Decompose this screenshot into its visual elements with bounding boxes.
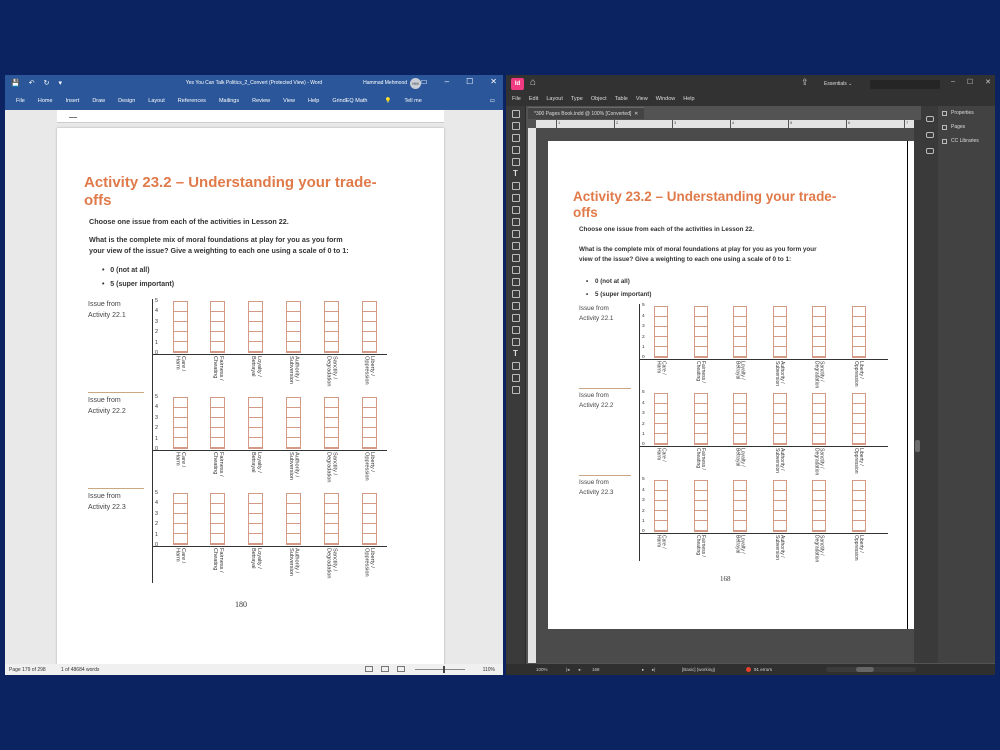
maximize-icon[interactable]: ☐ [966, 79, 974, 86]
page-tool-icon[interactable] [512, 134, 520, 142]
undo-icon[interactable]: ↶ [28, 80, 35, 87]
rating-column[interactable] [362, 301, 377, 353]
rating-column[interactable] [812, 480, 826, 532]
page-nav-last-icon[interactable]: ▸| [652, 667, 656, 672]
hand-tool-icon[interactable] [512, 314, 520, 322]
scale-tick-label: 5 [642, 477, 645, 483]
issue-activity: Activity 22.3 [88, 504, 126, 512]
rating-column[interactable] [773, 393, 787, 445]
free-transform-tool-icon[interactable] [512, 254, 520, 262]
foundation-label: Sanctity / Degradation [813, 448, 825, 476]
menu-view[interactable]: View [635, 96, 648, 102]
note-tool-icon[interactable] [512, 290, 520, 298]
minimize-icon[interactable]: – [444, 77, 450, 86]
rating-column[interactable] [286, 301, 301, 353]
foundation-label: Authority / Subversion [773, 448, 785, 474]
foundation-label: Care / Harm [174, 452, 187, 468]
question-line-1: What is the complete mix of moral foundations at play for you as you form your [579, 246, 817, 253]
zoom-slider-handle[interactable] [443, 666, 445, 673]
foundation-label: Fairness / Cheating [694, 361, 706, 383]
issue-line-1: Issue from [579, 305, 609, 312]
foundation-label: Loyalty / Betrayal [734, 535, 746, 554]
scale-tick-label: 1 [642, 431, 645, 437]
rating-column[interactable] [173, 301, 188, 353]
comment-icon[interactable]: ▭ [489, 98, 495, 104]
word-page[interactable] [57, 128, 444, 664]
word-status-bar [5, 664, 503, 675]
save-icon[interactable]: 💾 [11, 80, 20, 87]
scale-tick-label: 4 [155, 500, 158, 507]
rating-column[interactable] [210, 493, 225, 545]
rating-column[interactable] [362, 397, 377, 449]
pencil-tool-icon[interactable] [512, 206, 520, 214]
foundation-label: Care / Harm [655, 535, 667, 549]
issue-activity: Activity 22.1 [579, 315, 614, 323]
issue-activity: Activity 22.2 [88, 408, 126, 416]
issue-label [88, 491, 126, 513]
window-controls [951, 78, 991, 86]
foundation-label: Authority / Subversion [773, 535, 785, 561]
foundation-label: Sanctity / Degradation [325, 548, 338, 579]
rating-column[interactable] [812, 393, 826, 445]
rating-column[interactable] [324, 493, 339, 545]
foundation-label: Loyalty / Betrayal [734, 448, 746, 467]
horizontal-scrollbar-thumb[interactable] [856, 667, 874, 672]
foundation-label: Authority / Subversion [287, 548, 300, 576]
scale-tick-label: 1 [155, 435, 158, 442]
gradient-tool-icon[interactable] [512, 266, 520, 274]
rating-column[interactable] [324, 397, 339, 449]
rating-column[interactable] [733, 480, 747, 532]
rating-column[interactable] [286, 397, 301, 449]
foundation-label: Fairness / Cheating [212, 548, 225, 573]
issue-line-1: Issue from [88, 493, 121, 500]
bullet-0: • 0 (not at all) [586, 278, 630, 285]
tab-grindeq-math[interactable]: GrindEQ Math [332, 98, 368, 104]
page-nav-next-icon[interactable]: ▸ [642, 667, 645, 672]
foundation-label: Fairness / Cheating [694, 448, 706, 470]
issue-label [579, 478, 613, 499]
issue-activity: Activity 22.3 [579, 489, 614, 497]
rating-column[interactable] [733, 306, 747, 358]
scale-tick-label: 5 [642, 390, 645, 396]
y-axis [639, 391, 640, 478]
y-axis [152, 299, 153, 395]
search-input[interactable] [870, 80, 940, 89]
tab-file[interactable]: File [16, 98, 25, 104]
rating-column[interactable] [362, 493, 377, 545]
rectangle-frame-tool-icon[interactable] [512, 218, 520, 226]
activity-title: Activity 23.2 – Understanding your trade- [573, 189, 837, 204]
tab-layout[interactable]: Layout [148, 98, 165, 104]
print-layout-icon[interactable] [381, 666, 389, 672]
tab-insert[interactable]: Insert [65, 98, 80, 104]
cc-libraries-panel-icon[interactable] [926, 148, 934, 154]
indesign-title-bar [506, 75, 995, 92]
scale-tick-label: 3 [155, 414, 158, 421]
foundation-label: Fairness / Cheating [212, 356, 225, 381]
foundation-label: Liberty / Oppression [363, 356, 376, 385]
window-controls [420, 77, 497, 86]
menu-object[interactable]: Object [590, 96, 607, 102]
scale-tick-label: 2 [155, 329, 158, 336]
panel-properties[interactable]: Properties [938, 106, 995, 120]
screen-mode-icon[interactable] [512, 386, 520, 394]
line-tool-icon[interactable] [512, 182, 520, 190]
scale-tick-label: 0 [642, 529, 645, 535]
indesign-logo: Id [511, 78, 524, 90]
indesign-page[interactable] [548, 141, 914, 629]
issue-label [579, 304, 613, 325]
close-icon[interactable]: ✕ [490, 77, 497, 86]
issue-separator [88, 488, 144, 489]
scale-tick-label: 2 [642, 334, 645, 340]
zoom-tool-icon[interactable] [512, 326, 520, 334]
indesign-status-bar [506, 664, 995, 675]
rating-column[interactable] [852, 393, 866, 445]
zoom-slider[interactable] [415, 669, 465, 670]
menu-type[interactable]: Type [570, 96, 583, 102]
scale-tick-label: 5 [155, 490, 158, 496]
scale-tick-label: 4 [642, 400, 645, 406]
tab-home[interactable]: Home [37, 98, 53, 104]
zoom-level[interactable]: 100% [536, 667, 548, 672]
panel-dock [938, 106, 995, 663]
page-nav-first-icon[interactable]: |◂ [566, 667, 570, 672]
document-tab[interactable]: *300 Pages Book.indd @ 100% [Converted] ✕ [528, 107, 644, 119]
rating-column[interactable] [210, 397, 225, 449]
foundation-label: Loyalty / Betrayal [249, 356, 262, 377]
foundation-label: Sanctity / Degradation [813, 535, 825, 563]
rating-column[interactable] [173, 397, 188, 449]
tab-view[interactable]: View [283, 98, 295, 104]
eyedropper-tool-icon[interactable] [512, 302, 520, 310]
selection-tool-icon[interactable] [512, 110, 520, 118]
issue-line-1: Issue from [579, 392, 609, 399]
properties-panel-icon[interactable] [926, 116, 934, 122]
redo-icon[interactable]: ↻ [43, 80, 50, 87]
formatting-affects-icon[interactable] [512, 362, 520, 370]
x-axis [639, 533, 888, 534]
maximize-icon[interactable]: ☐ [466, 77, 474, 86]
question-line-1: What is the complete mix of moral foundations at play for you as you form [89, 235, 343, 244]
read-mode-icon[interactable] [365, 666, 373, 672]
scale-tick-label: 2 [642, 421, 645, 427]
panel-cc-libraries[interactable]: CC Libraries [938, 134, 995, 148]
scale-tick-label: 4 [642, 313, 645, 319]
scale-tick-label: 5 [642, 303, 645, 309]
close-tab-icon[interactable]: ✕ [634, 111, 639, 117]
bullet-0: • 0 (not at all) [102, 267, 150, 274]
tell-me-search[interactable]: Tell me [404, 98, 422, 104]
word-window [5, 75, 503, 675]
page-number: 180 [235, 600, 247, 609]
tab-help[interactable]: Help [308, 98, 320, 104]
foundation-label: Authority / Subversion [773, 361, 785, 387]
foundation-label: Care / Harm [174, 548, 187, 564]
content-collector-icon[interactable] [512, 158, 520, 166]
user-name[interactable]: Hammad Mehmood [363, 80, 407, 86]
scale-tick-label: 3 [155, 510, 158, 517]
gap-tool-icon[interactable] [512, 146, 520, 154]
page-number: 168 [720, 575, 731, 583]
menu-help[interactable]: Help [683, 96, 695, 102]
y-axis [152, 395, 153, 491]
scissors-tool-icon[interactable] [512, 242, 520, 250]
rating-column[interactable] [324, 301, 339, 353]
activity-title-cont: offs [84, 192, 112, 209]
foundation-label: Liberty / Oppression [363, 452, 376, 481]
rating-column[interactable] [173, 493, 188, 545]
web-layout-icon[interactable] [397, 666, 405, 672]
error-dot-icon [746, 667, 751, 672]
y-axis [152, 491, 153, 583]
rating-column[interactable] [852, 480, 866, 532]
gradient-feather-tool-icon[interactable] [512, 278, 520, 286]
scale-tick-label: 5 [155, 394, 158, 400]
preflight-errors[interactable]: 91 errors [754, 667, 773, 672]
word-document-area[interactable] [5, 110, 503, 664]
foundation-label: Loyalty / Betrayal [734, 361, 746, 380]
word-count[interactable]: 1 of 48684 words [61, 667, 100, 673]
issue-label [88, 395, 126, 417]
foundation-label: Care / Harm [174, 356, 187, 372]
scale-tick-label: 2 [155, 521, 158, 528]
activity-title: Activity 23.2 – Understanding your trade- [84, 174, 377, 191]
scale-tick-label: 0 [155, 350, 158, 356]
preflight-profile[interactable]: [Basic] (working) [682, 667, 716, 672]
rating-column[interactable] [852, 306, 866, 358]
close-icon[interactable]: ✕ [985, 79, 991, 86]
avatar[interactable]: HM [410, 78, 421, 89]
scale-tick-label: 0 [155, 446, 158, 452]
x-axis [152, 354, 387, 355]
ribbon-options-icon[interactable]: ▭ [420, 77, 428, 86]
rating-column[interactable] [812, 306, 826, 358]
menu-window[interactable]: Window [655, 96, 676, 102]
minimize-icon[interactable]: – [950, 78, 955, 85]
scale-tick-label: 1 [642, 344, 645, 350]
rating-column[interactable] [773, 306, 787, 358]
rating-column[interactable] [654, 393, 668, 445]
rating-column[interactable] [694, 393, 708, 445]
menu-edit[interactable]: Edit [528, 96, 539, 102]
scale-tick-label: 4 [642, 487, 645, 493]
scale-tick-label: 1 [155, 339, 158, 346]
scale-tick-label: 3 [155, 318, 158, 325]
pages-icon [942, 125, 947, 130]
vertical-scrollbar[interactable] [914, 120, 921, 663]
issue-label [88, 299, 126, 321]
scale-tick-label: 2 [155, 425, 158, 432]
foundation-label: Liberty / Oppression [852, 448, 864, 474]
x-axis [152, 546, 387, 547]
pages-panel-icon[interactable] [926, 132, 934, 138]
foundation-label: Care / Harm [655, 361, 667, 375]
x-axis [639, 359, 888, 360]
tab-design[interactable]: Design [118, 98, 136, 104]
home-icon[interactable]: ⌂ [530, 77, 537, 88]
rating-column[interactable] [733, 393, 747, 445]
rating-column[interactable] [210, 301, 225, 353]
scale-tick-label: 1 [155, 531, 158, 538]
cc-libraries-icon [942, 139, 947, 144]
issue-line-1: Issue from [88, 397, 121, 404]
rating-column[interactable] [286, 493, 301, 545]
menu-table[interactable]: Table [614, 96, 628, 102]
bullet-5: • 5 (super important) [586, 291, 652, 298]
rating-column[interactable] [248, 493, 263, 545]
scale-tick-label: 0 [155, 542, 158, 548]
vertical-ruler[interactable] [528, 128, 536, 663]
x-axis [152, 450, 387, 451]
scale-tick-label: 2 [642, 508, 645, 514]
menu-layout[interactable]: Layout [546, 96, 563, 102]
page-nav-prev-icon[interactable]: ◂ [578, 667, 581, 672]
instruction-text: Choose one issue from each of the activities in Lesson 22. [89, 217, 289, 226]
scale-tick-label: 3 [642, 498, 645, 504]
scale-tick-label: 3 [642, 411, 645, 417]
scale-tick-label: 5 [155, 298, 158, 304]
rating-column[interactable] [248, 301, 263, 353]
scale-tick-label: 1 [642, 518, 645, 524]
rating-column[interactable] [694, 480, 708, 532]
rating-column[interactable] [248, 397, 263, 449]
rating-column[interactable] [654, 480, 668, 532]
tools-panel [506, 106, 526, 664]
scale-tick-label: 0 [642, 442, 645, 448]
panel-pages[interactable]: Pages [938, 120, 995, 134]
foundation-label: Sanctity / Degradation [325, 452, 338, 483]
issue-separator [579, 475, 631, 476]
horizontal-scrollbar[interactable] [826, 667, 916, 672]
scale-tick-label: 0 [642, 355, 645, 361]
foundation-label: Authority / Subversion [287, 452, 300, 480]
workspace-switcher[interactable]: Essentials ⌄ [824, 81, 853, 87]
issue-separator [88, 392, 144, 393]
issue-line-1: Issue from [88, 301, 121, 308]
foundation-label: Liberty / Oppression [852, 361, 864, 387]
issue-separator [579, 388, 631, 389]
bullet-5: • 5 (super important) [102, 281, 175, 288]
foundation-label: Sanctity / Degradation [325, 356, 338, 387]
default-fill-stroke-icon[interactable] [512, 338, 520, 346]
zoom-level[interactable]: 110% [482, 667, 495, 673]
scale-tick-label: 3 [642, 324, 645, 330]
view-buttons [365, 666, 405, 672]
type-tool-icon[interactable]: T [513, 169, 518, 178]
direct-selection-tool-icon[interactable] [512, 122, 520, 130]
apply-color-icon[interactable] [512, 374, 520, 382]
word-title-bar [5, 75, 503, 92]
word-document-title: Yes You Can Talk Politics_2_Convert (Protected View) - Word [185, 80, 323, 86]
menu-file[interactable]: File [512, 96, 521, 102]
rating-column[interactable] [694, 306, 708, 358]
scale-tick-label: 4 [155, 404, 158, 411]
indesign-window [506, 75, 995, 675]
tab-references[interactable]: References [177, 98, 206, 104]
pasteboard[interactable] [536, 128, 914, 663]
activity-title-cont: offs [573, 205, 598, 221]
foundation-label: Care / Harm [655, 448, 667, 462]
rectangle-tool-icon[interactable] [512, 230, 520, 238]
indesign-menu-bar [506, 92, 995, 106]
foundation-label: Fairness / Cheating [694, 535, 706, 557]
issue-label [579, 391, 613, 412]
foundation-label: Loyalty / Betrayal [249, 548, 262, 569]
foundation-label: Loyalty / Betrayal [249, 452, 262, 473]
previous-page-bottom [57, 110, 444, 123]
foundation-label: Authority / Subversion [287, 356, 300, 384]
y-axis [639, 478, 640, 561]
foundation-label: Liberty / Oppression [363, 548, 376, 577]
rating-column[interactable] [773, 480, 787, 532]
issue-activity: Activity 22.2 [579, 402, 614, 410]
pen-tool-icon[interactable] [512, 194, 520, 202]
question-line-2: view of the issue? Give a weighting to each one using a scale of 0 to 1: [579, 255, 792, 263]
properties-icon [942, 111, 947, 116]
tab-draw[interactable]: Draw [92, 98, 106, 104]
foundation-label: Sanctity / Degradation [813, 361, 825, 389]
panel-dock-icons [921, 106, 938, 663]
customize-toolbar-icon[interactable]: ▾ [58, 80, 62, 87]
fill-stroke-swatch-icon[interactable]: T [513, 349, 518, 358]
foundation-label: Liberty / Oppression [852, 535, 864, 561]
page-number-field[interactable]: 168 [592, 667, 600, 672]
instruction-text: Choose one issue from each of the activities in Lesson 22. [579, 226, 754, 233]
horizontal-ruler[interactable]: 1 2 3 4 5 6 7 [536, 120, 914, 128]
foundation-label: Fairness / Cheating [212, 452, 225, 477]
question-line-2: your view of the issue? Give a weighting to each one using a scale of 0 to 1: [89, 246, 349, 256]
scale-tick-label: 4 [155, 308, 158, 315]
issue-activity: Activity 22.1 [88, 312, 126, 320]
scrollbar-thumb[interactable] [915, 440, 920, 452]
issue-line-1: Issue from [579, 479, 609, 486]
rating-column[interactable] [654, 306, 668, 358]
x-axis [639, 446, 888, 447]
word-ribbon-tabs [5, 92, 503, 110]
page-count[interactable]: Page 179 of 298 [9, 667, 46, 673]
tab-mailings[interactable]: Mailings [218, 98, 240, 104]
lightbulb-icon[interactable]: 💡 [384, 98, 392, 104]
tab-review[interactable]: Review [252, 98, 271, 104]
y-axis [639, 304, 640, 391]
share-icon[interactable]: ⇪ [801, 77, 809, 87]
